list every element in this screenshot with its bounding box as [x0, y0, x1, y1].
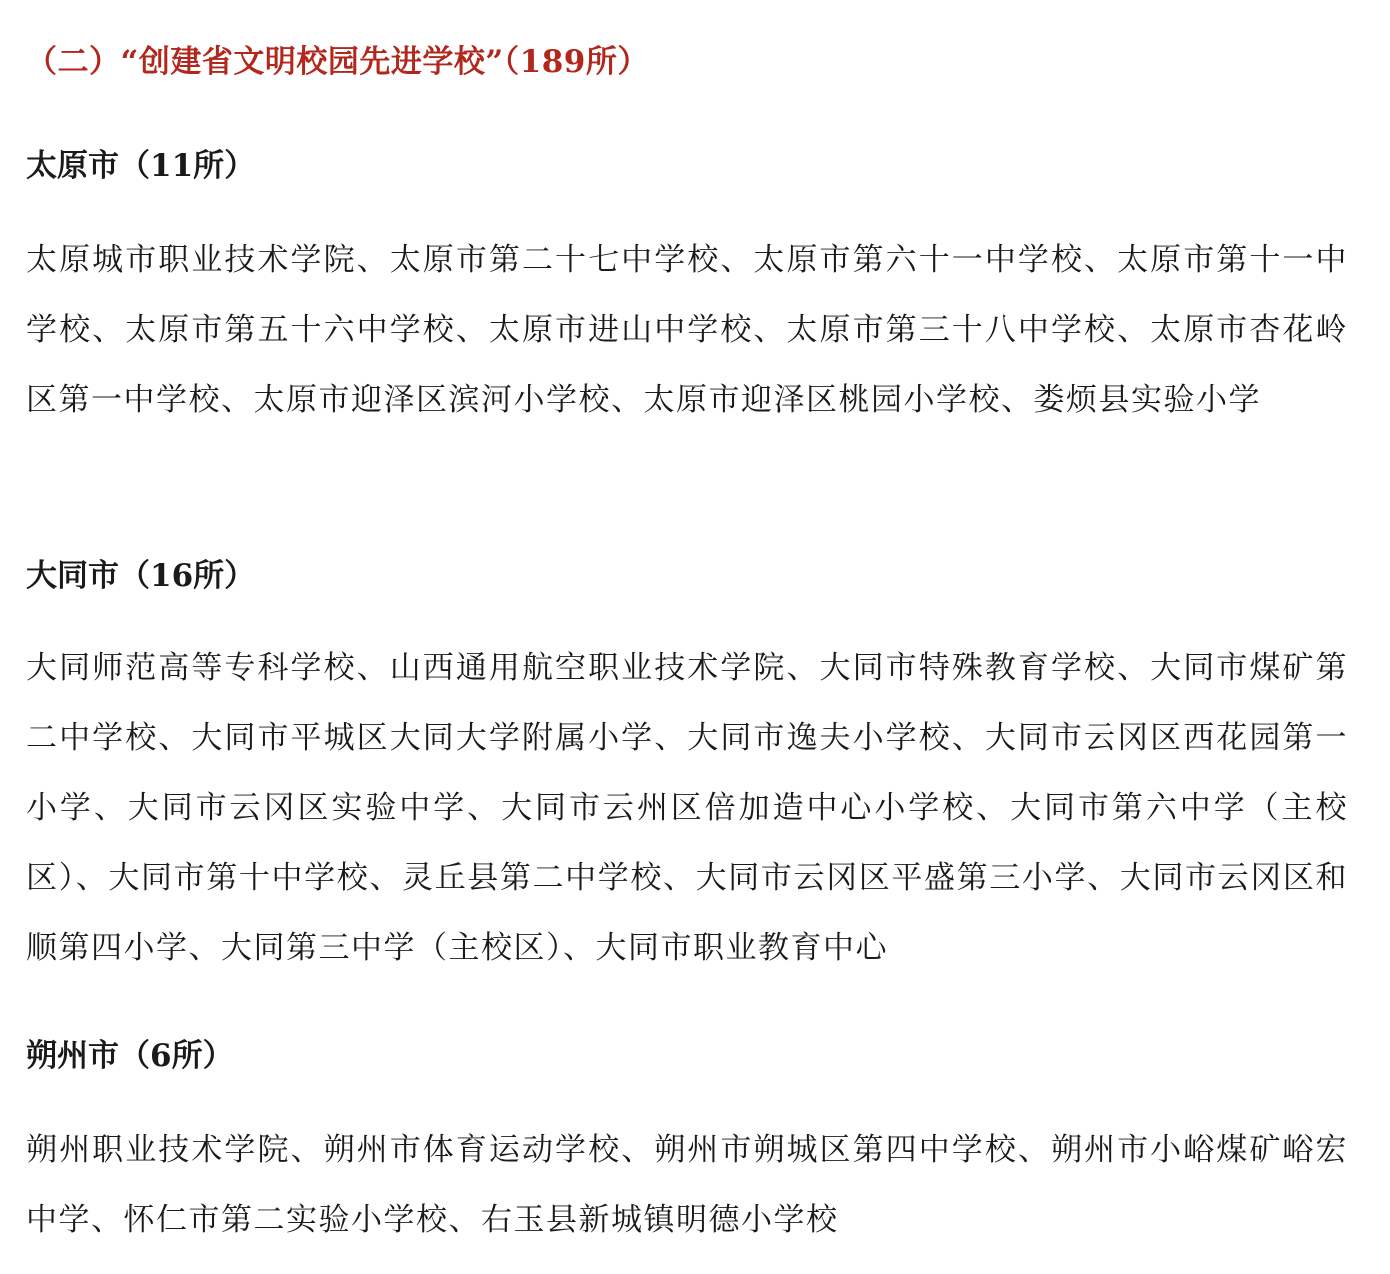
school-list-taiyuan: 太原城市职业技术学院、太原市第二十七中学校、太原市第六十一中学校、太原市第十一中学校、太原市第五十六中学校、太原市进山中学校、太原市第三十八中学校、太原市杏花岭区第一中学校、太原市迎泽区滨河小学校、太原市迎泽区桃园小学校、娄烦县实验小学: [26, 242, 1348, 418]
city-heading-shuozhou: 朔州市（6所）: [26, 1038, 234, 1074]
section-title: （二）“创建省文明校园先进学校”（189所）: [26, 44, 649, 80]
school-list-shuozhou: 朔州职业技术学院、朔州市体育运动学校、朔州市朔城区第四中学校、朔州市小峪煤矿峪宏中学、怀仁市第二实验小学校、右玉县新城镇明德小学校: [26, 1132, 1348, 1238]
school-list-datong: 大同师范高等专科学校、山西通用航空职业技术学院、大同市特殊教育学校、大同市煤矿第二中学校、大同市平城区大同大学附属小学、大同市逸夫小学校、大同市云冈区西花园第一小学、大同市云冈区实验中学、大同市云州区倍加造中心小学校、大同市第六中学（主校区）、大同市第十中学校、灵丘县第二中学校、大同市云冈区平盛第三小学、大同市云冈区和顺第四小学、大同第三中学（主校区）、大同市职业教育中心: [26, 650, 1348, 966]
city-heading-taiyuan: 太原市（11所）: [26, 148, 256, 184]
city-heading-datong: 大同市（16所）: [26, 558, 256, 594]
